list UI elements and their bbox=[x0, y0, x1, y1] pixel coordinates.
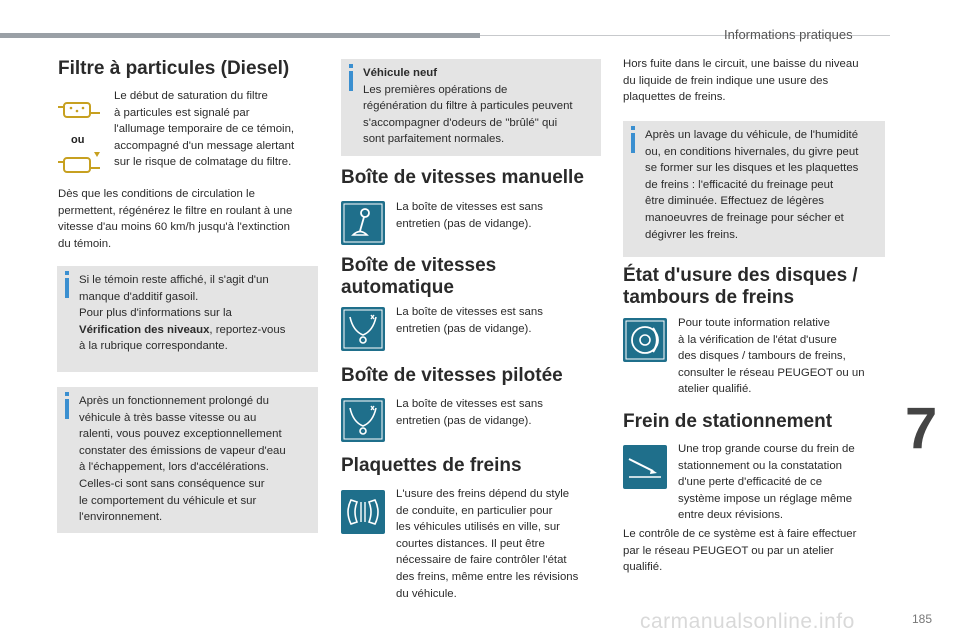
info-box-additive: Si le témoin reste affiché, il s'agit d'un manque d'additif gasoil. Pour plus d'informations sur la Vérification des niveaux, reportez-vous à la rubrique correspondante. bbox=[57, 266, 318, 372]
page-number: 185 bbox=[912, 612, 933, 626]
automatic-gearbox-text: La boîte de vitesses est sans entretien (pas de vidange). bbox=[396, 306, 543, 335]
section-title: Informations pratiques bbox=[724, 27, 853, 42]
brake-discs-text: Pour toute information relative à la vérification de l'état d'usure des disques / tambours de freins, consulter le réseau PEUGEOT ou un atelier qualifié. bbox=[678, 317, 865, 396]
piloted-gearbox-icon bbox=[341, 398, 385, 442]
piloted-gearbox-text: La boîte de vitesses est sans entretien (pas de vidange). bbox=[396, 398, 543, 427]
particle-filter-intro: Le début de saturation du filtre à particules est signalé par l'allumage temporaire de ce témoin, accompagné d'un message alertant sur le risque de colmatage du filtre. bbox=[114, 90, 295, 169]
info-box-washing: Après un lavage du véhicule, de l'humidité ou, en conditions hivernales, du givre peut se former sur les disques et les plaquettes de freins : l'efficacité du freinage peut être diminuée. Effectuez de légères manoeuvres de freinage pour sécher et dégivrer les freins. bbox=[623, 121, 885, 257]
title-particle-filter: Filtre à particules (Diesel) bbox=[58, 58, 290, 79]
brake-disc-icon bbox=[623, 318, 667, 362]
title-automatic-gearbox: Boîte de vitesses automatique bbox=[341, 255, 497, 298]
chapter-number: 7 bbox=[905, 396, 938, 461]
title-brake-pads: Plaquettes de freins bbox=[341, 455, 522, 476]
or-label: ou bbox=[71, 134, 85, 146]
filter-warning-icon bbox=[56, 98, 102, 122]
info-icon bbox=[65, 278, 69, 298]
title-parking-brake: Frein de stationnement bbox=[623, 411, 833, 432]
header-bar bbox=[0, 33, 480, 38]
title-brake-discs: État d'usure des disques / tambours de freins bbox=[623, 265, 858, 308]
info-box-new-vehicle: Véhicule neuf Les premières opérations de régénération du filtre à particules peuvent s'accompagner d'odeurs de "brûlé" qui sont parfaitement normales. bbox=[341, 59, 601, 156]
alert-filter-icon bbox=[56, 150, 102, 178]
parking-brake-text: Une trop grande course du frein de stationnement ou la constatation d'une perte d'efficacité de ce système impose un réglage même entre deux révisions. bbox=[678, 443, 855, 522]
auto-gearbox-icon bbox=[341, 307, 385, 351]
parking-brake-icon bbox=[623, 445, 667, 489]
brake-pads-icon bbox=[341, 490, 385, 534]
info-icon bbox=[631, 133, 635, 153]
regeneration-paragraph: Dès que les conditions de circulation le permettent, régénérez le filtre en roulant à une vitesse d'au moins 60 km/h jusqu'à l'extinction du témoin. bbox=[58, 188, 293, 250]
info-icon bbox=[65, 399, 69, 419]
info-icon bbox=[349, 71, 353, 91]
watermark: carmanualsonline.info bbox=[640, 610, 855, 633]
info-box-vapour: Après un fonctionnement prolongé du véhicule à très basse vitesse ou au ralenti, vous pouvez exceptionnellement constater des émissions de vapeur d'eau à l'échappement, lors d'accélérations. Celles-ci sont sans conséquence sur le comportement du véhicule et sur l'environnement. bbox=[57, 387, 318, 533]
levels-check-link: Vérification des niveaux bbox=[79, 323, 210, 336]
brake-pads-text: L'usure des freins dépend du style de conduite, en particulier pour les véhicules utilisés en ville, sur courtes distances. Il peut être nécessaire de faire contrôler l'état des freins, même entre les révisions du véhicule. bbox=[396, 488, 579, 600]
gear-lever-icon bbox=[341, 201, 385, 245]
title-piloted-gearbox: Boîte de vitesses pilotée bbox=[341, 365, 563, 386]
manual-gearbox-text: La boîte de vitesses est sans entretien (pas de vidange). bbox=[396, 201, 543, 230]
title-manual-gearbox: Boîte de vitesses manuelle bbox=[341, 167, 584, 188]
parking-brake-paragraph: Le contrôle de ce système est à faire effectuer par le réseau PEUGEOT ou par un atelier qualifié. bbox=[623, 528, 857, 574]
brake-fluid-paragraph: Hors fuite dans le circuit, une baisse du niveau du liquide de frein indique une usure des plaquettes de freins. bbox=[623, 58, 859, 104]
